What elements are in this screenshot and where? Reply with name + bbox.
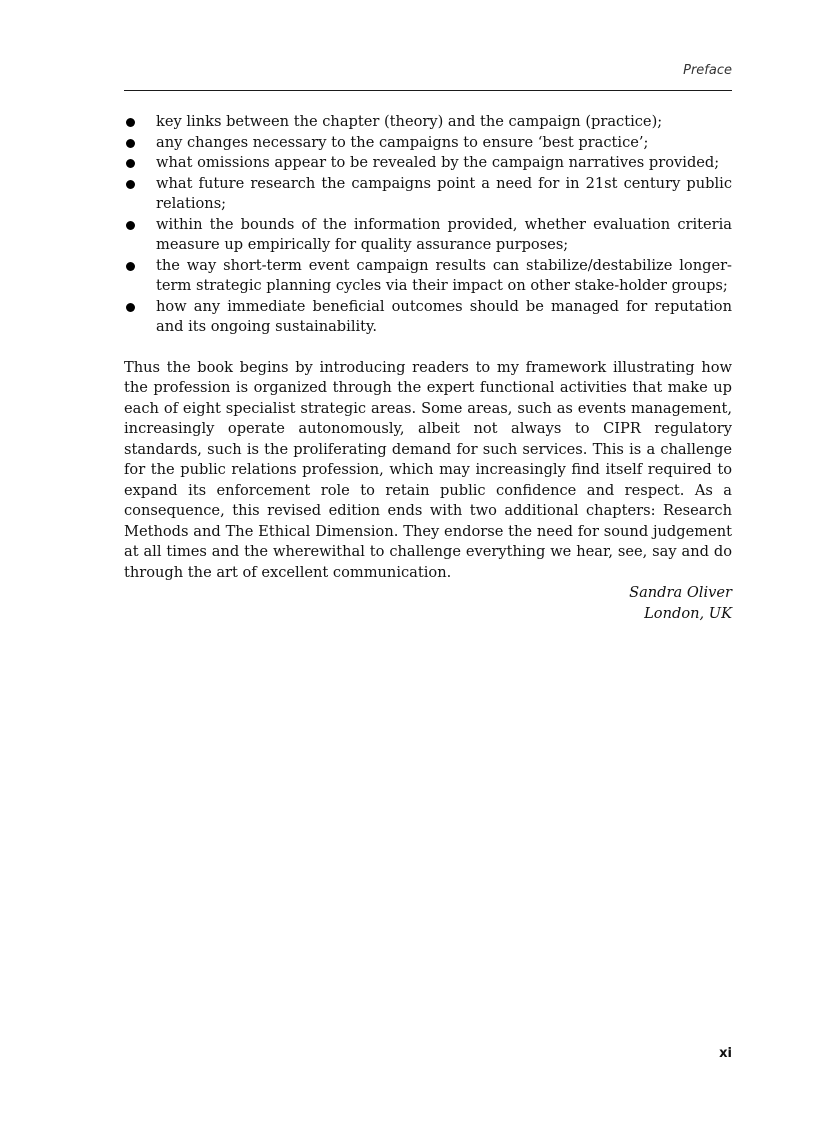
list-item-text: what future research the campaigns point a need for in 21st century public relations; [156,174,732,212]
list-item-text: how any immediate beneficial outcomes should be managed for reputation and its ongoing sustainability. [156,297,732,335]
list-item [124,297,732,338]
list-item [124,153,732,174]
page-content [124,112,732,624]
body-paragraph: Thus the book begins by introducing readers to my framework illustrating how the profession is organized through the expert functional activities that make up each of eight specialist strategic areas. Some areas, such as events management, increasingly operate autonomously, albeit not always to CIPR regulatory standards, such is the proliferating demand for such services. This is a challenge for the public relations profession, which may increasingly find itself required to expand its enforcement role to retain public confidence and respect. As a consequence, this revised edition ends with two additional chapters: Research Methods and The Ethical Dimension. They endorse the need for sound judgement at all times and the wherewithal to challenge everything we hear, see, say and do through the art of excellent communication. [124,358,732,581]
bullet-icon [126,221,135,230]
bullet-icon [126,262,135,271]
bullet-icon [126,180,135,189]
bullet-icon [126,118,135,127]
bullet-icon [126,303,135,312]
page-header [124,60,732,91]
running-head: Preface [683,63,732,78]
bullet-icon [126,139,135,148]
list-item-text: the way short-term event campaign results can stabilize/destabilize longer-term strategic planning cycles via their impact on other stake-holder groups; [156,256,732,294]
list-item [124,256,732,297]
list-item [124,133,732,154]
list-item-text: any changes necessary to the campaigns to ensure ‘best practice’; [156,133,649,151]
signature-location: London, UK [644,604,732,622]
page-number: xi [719,1046,732,1061]
signature-author: Sandra Oliver [629,584,732,601]
list-item-text: within the bounds of the information provided, whether evaluation criteria measure up empirically for quality assurance purposes; [156,215,732,253]
list-item [124,174,732,215]
list-item [124,112,732,133]
bullet-icon [126,159,135,168]
list-item-text: what omissions appear to be revealed by the campaign narratives provided; [156,154,720,171]
list-item-text: key links between the chapter (theory) and the campaign (practice); [156,113,663,130]
bullet-list [124,112,732,338]
list-item [124,215,732,256]
